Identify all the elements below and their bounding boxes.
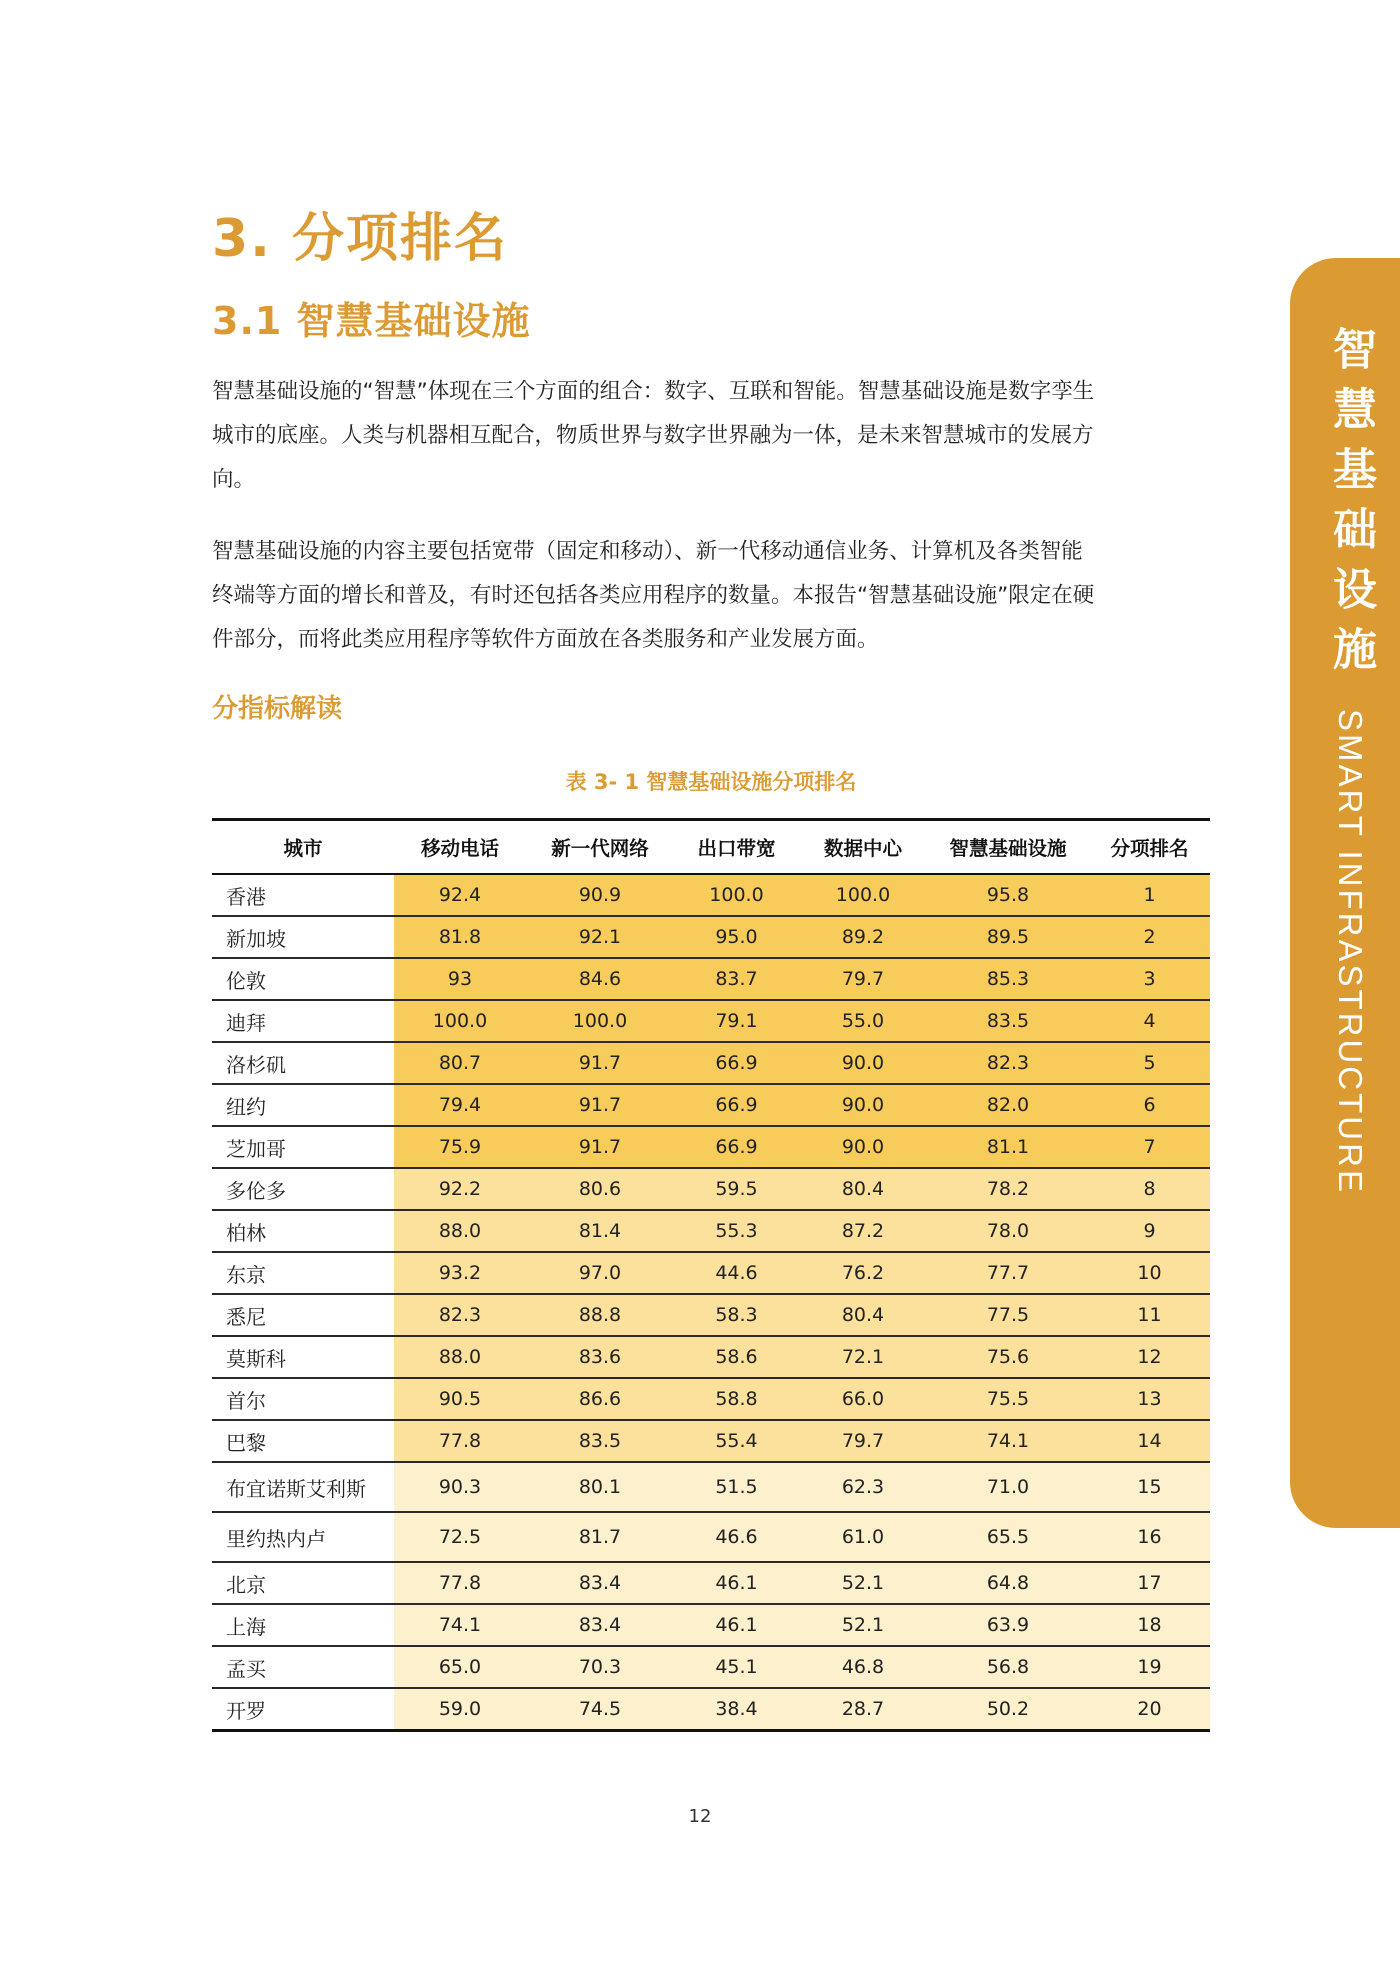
score-cell: 88.8 (526, 1294, 674, 1336)
score-cell: 1 (1089, 874, 1210, 916)
table-caption: 表 3- 1 智慧基础设施分项排名 (565, 770, 857, 794)
score-cell: 46.1 (674, 1562, 799, 1604)
score-cell: 16 (1089, 1512, 1210, 1562)
score-cell: 59.5 (674, 1168, 799, 1210)
city-cell: 上海 (212, 1604, 394, 1646)
city-cell: 新加坡 (212, 916, 394, 958)
score-cell: 88.0 (394, 1210, 526, 1252)
score-cell: 86.6 (526, 1378, 674, 1420)
column-header: 数据中心 (799, 820, 927, 875)
score-cell: 92.4 (394, 874, 526, 916)
score-cell: 83.6 (526, 1336, 674, 1378)
section-title: 3. 分项排名 (212, 209, 509, 269)
city-cell: 北京 (212, 1562, 394, 1604)
score-cell: 100.0 (799, 874, 927, 916)
city-cell: 首尔 (212, 1378, 394, 1420)
score-cell: 14 (1089, 1420, 1210, 1462)
column-header: 智慧基础设施 (927, 820, 1089, 875)
score-cell: 66.9 (674, 1042, 799, 1084)
score-cell: 44.6 (674, 1252, 799, 1294)
score-cell: 71.0 (927, 1462, 1089, 1512)
table-body (212, 874, 1210, 1731)
city-cell: 东京 (212, 1252, 394, 1294)
score-cell: 83.7 (674, 958, 799, 1000)
score-cell: 13 (1089, 1378, 1210, 1420)
score-cell: 51.5 (674, 1462, 799, 1512)
score-cell: 91.7 (526, 1042, 674, 1084)
score-cell: 2 (1089, 916, 1210, 958)
score-cell: 82.3 (927, 1042, 1089, 1084)
city-cell: 洛杉矶 (212, 1042, 394, 1084)
score-cell: 77.7 (927, 1252, 1089, 1294)
city-cell: 里约热内卢 (212, 1512, 394, 1562)
score-cell: 92.2 (394, 1168, 526, 1210)
score-cell: 80.1 (526, 1462, 674, 1512)
score-cell: 58.6 (674, 1336, 799, 1378)
score-cell: 80.4 (799, 1168, 927, 1210)
score-cell: 92.1 (526, 916, 674, 958)
score-cell: 81.8 (394, 916, 526, 958)
score-cell: 63.9 (927, 1604, 1089, 1646)
table-row (212, 1336, 1210, 1378)
city-cell: 孟买 (212, 1646, 394, 1688)
score-cell: 61.0 (799, 1512, 927, 1562)
score-cell: 55.3 (674, 1210, 799, 1252)
score-cell: 74.1 (927, 1420, 1089, 1462)
score-cell: 46.6 (674, 1512, 799, 1562)
ranking-table (212, 818, 1210, 1732)
table-row (212, 1646, 1210, 1688)
table-row (212, 874, 1210, 916)
chapter-side-label (1318, 326, 1382, 1195)
score-cell: 58.3 (674, 1294, 799, 1336)
score-cell: 100.0 (394, 1000, 526, 1042)
score-cell: 55.4 (674, 1420, 799, 1462)
table-row (212, 1084, 1210, 1126)
table-row (212, 916, 1210, 958)
city-cell: 香港 (212, 874, 394, 916)
score-cell: 46.8 (799, 1646, 927, 1688)
score-cell: 70.3 (526, 1646, 674, 1688)
score-cell: 90.9 (526, 874, 674, 916)
table-row (212, 1000, 1210, 1042)
score-cell: 83.4 (526, 1562, 674, 1604)
table-row (212, 1562, 1210, 1604)
score-cell: 91.7 (526, 1126, 674, 1168)
score-cell: 6 (1089, 1084, 1210, 1126)
score-cell: 90.5 (394, 1378, 526, 1420)
score-cell: 80.7 (394, 1042, 526, 1084)
score-cell: 82.0 (927, 1084, 1089, 1126)
table-header-row (212, 820, 1210, 875)
score-cell: 8 (1089, 1168, 1210, 1210)
column-header: 新一代网络 (526, 820, 674, 875)
city-cell: 柏林 (212, 1210, 394, 1252)
score-cell: 89.5 (927, 916, 1089, 958)
column-header: 出口带宽 (674, 820, 799, 875)
score-cell: 52.1 (799, 1562, 927, 1604)
score-cell: 75.6 (927, 1336, 1089, 1378)
score-cell: 81.1 (927, 1126, 1089, 1168)
score-cell: 93 (394, 958, 526, 1000)
scope-paragraph: 智慧基础设施的内容主要包括宽带（固定和移动）、新一代移动通信业务、计算机及各类智能终端等方面的增长和普及，有时还包括各类应用程序的数量。本报告“智慧基础设施”限定在硬件部分，而将此类应用程序等软件方面放在各类服务和产业发展方面。 (212, 539, 1095, 652)
table-row (212, 1378, 1210, 1420)
city-cell: 悉尼 (212, 1294, 394, 1336)
table-row (212, 1604, 1210, 1646)
score-cell: 72.5 (394, 1512, 526, 1562)
score-cell: 91.7 (526, 1084, 674, 1126)
score-cell: 80.6 (526, 1168, 674, 1210)
city-cell: 莫斯科 (212, 1336, 394, 1378)
score-cell: 87.2 (799, 1210, 927, 1252)
column-header: 移动电话 (394, 820, 526, 875)
score-cell: 79.1 (674, 1000, 799, 1042)
score-cell: 90.0 (799, 1126, 927, 1168)
table-row (212, 1210, 1210, 1252)
page-number: 12 (688, 1806, 712, 1827)
score-cell: 45.1 (674, 1646, 799, 1688)
score-cell: 93.2 (394, 1252, 526, 1294)
score-cell: 9 (1089, 1210, 1210, 1252)
score-cell: 56.8 (927, 1646, 1089, 1688)
column-header: 城市 (212, 820, 394, 875)
score-cell: 10 (1089, 1252, 1210, 1294)
city-cell: 迪拜 (212, 1000, 394, 1042)
score-cell: 19 (1089, 1646, 1210, 1688)
table-row (212, 1294, 1210, 1336)
city-cell: 布宜诺斯艾利斯 (212, 1462, 394, 1512)
score-cell: 75.5 (927, 1378, 1089, 1420)
score-cell: 5 (1089, 1042, 1210, 1084)
city-cell: 开罗 (212, 1688, 394, 1731)
table-row (212, 1462, 1210, 1512)
score-cell: 79.7 (799, 958, 927, 1000)
intro-paragraph: 智慧基础设施的“智慧”体现在三个方面的组合：数字、互联和智能。智慧基础设施是数字孪生城市的底座。人类与机器相互配合，物质世界与数字世界融为一体，是未来智慧城市的发展方向。 (212, 379, 1095, 492)
score-cell: 89.2 (799, 916, 927, 958)
score-cell: 78.2 (927, 1168, 1089, 1210)
score-cell: 66.9 (674, 1126, 799, 1168)
city-cell: 伦敦 (212, 958, 394, 1000)
side-tab-english: SMART INFRASTRUCTURE (1332, 709, 1369, 1196)
city-cell: 纽约 (212, 1084, 394, 1126)
score-cell: 74.1 (394, 1604, 526, 1646)
column-header: 分项排名 (1089, 820, 1210, 875)
score-cell: 58.8 (674, 1378, 799, 1420)
score-cell: 76.2 (799, 1252, 927, 1294)
score-cell: 100.0 (674, 874, 799, 916)
score-cell: 81.7 (526, 1512, 674, 1562)
indicator-subheading: 分指标解读 (212, 694, 343, 724)
table-row (212, 1252, 1210, 1294)
score-cell: 15 (1089, 1462, 1210, 1512)
score-cell: 11 (1089, 1294, 1210, 1336)
score-cell: 81.4 (526, 1210, 674, 1252)
side-tab-chinese: 智慧基础设施 (1325, 326, 1376, 686)
score-cell: 62.3 (799, 1462, 927, 1512)
score-cell: 12 (1089, 1336, 1210, 1378)
score-cell: 75.9 (394, 1126, 526, 1168)
score-cell: 74.5 (526, 1688, 674, 1731)
score-cell: 85.3 (927, 958, 1089, 1000)
score-cell: 78.0 (927, 1210, 1089, 1252)
score-cell: 90.0 (799, 1084, 927, 1126)
score-cell: 17 (1089, 1562, 1210, 1604)
score-cell: 95.0 (674, 916, 799, 958)
score-cell: 83.5 (526, 1420, 674, 1462)
table-row (212, 1420, 1210, 1462)
score-cell: 38.4 (674, 1688, 799, 1731)
table-row (212, 1042, 1210, 1084)
score-cell: 4 (1089, 1000, 1210, 1042)
score-cell: 90.0 (799, 1042, 927, 1084)
score-cell: 77.8 (394, 1420, 526, 1462)
score-cell: 3 (1089, 958, 1210, 1000)
score-cell: 28.7 (799, 1688, 927, 1731)
score-cell: 64.8 (927, 1562, 1089, 1604)
score-cell: 95.8 (927, 874, 1089, 916)
score-cell: 80.4 (799, 1294, 927, 1336)
score-cell: 84.6 (526, 958, 674, 1000)
score-cell: 20 (1089, 1688, 1210, 1731)
score-cell: 88.0 (394, 1336, 526, 1378)
score-cell: 66.9 (674, 1084, 799, 1126)
score-cell: 83.5 (927, 1000, 1089, 1042)
score-cell: 79.7 (799, 1420, 927, 1462)
score-cell: 52.1 (799, 1604, 927, 1646)
score-cell: 65.0 (394, 1646, 526, 1688)
score-cell: 65.5 (927, 1512, 1089, 1562)
city-cell: 芝加哥 (212, 1126, 394, 1168)
score-cell: 50.2 (927, 1688, 1089, 1731)
table-row (212, 1512, 1210, 1562)
score-cell: 18 (1089, 1604, 1210, 1646)
score-cell: 77.5 (927, 1294, 1089, 1336)
score-cell: 97.0 (526, 1252, 674, 1294)
table-row (212, 1688, 1210, 1731)
score-cell: 83.4 (526, 1604, 674, 1646)
score-cell: 72.1 (799, 1336, 927, 1378)
subsection-title: 3.1 智慧基础设施 (212, 299, 531, 343)
score-cell: 7 (1089, 1126, 1210, 1168)
city-cell: 巴黎 (212, 1420, 394, 1462)
score-cell: 55.0 (799, 1000, 927, 1042)
score-cell: 77.8 (394, 1562, 526, 1604)
city-cell: 多伦多 (212, 1168, 394, 1210)
score-cell: 79.4 (394, 1084, 526, 1126)
table-row (212, 958, 1210, 1000)
score-cell: 59.0 (394, 1688, 526, 1731)
score-cell: 100.0 (526, 1000, 674, 1042)
score-cell: 46.1 (674, 1604, 799, 1646)
score-cell: 66.0 (799, 1378, 927, 1420)
table-row (212, 1168, 1210, 1210)
table-row (212, 1126, 1210, 1168)
score-cell: 90.3 (394, 1462, 526, 1512)
score-cell: 82.3 (394, 1294, 526, 1336)
